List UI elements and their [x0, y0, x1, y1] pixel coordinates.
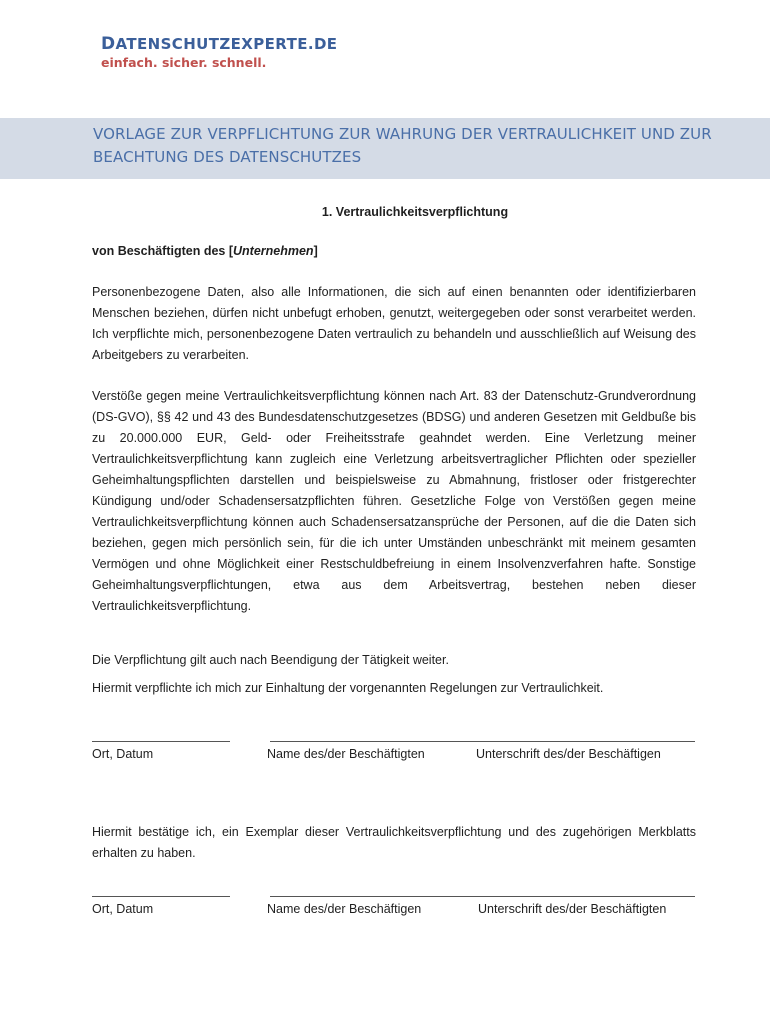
logo-tagline: einfach. sicher. schnell. [101, 55, 267, 70]
place-date-label: Ort, Datum [92, 747, 154, 761]
logo [101, 34, 337, 71]
subheading: von Beschäftigten des [Unternehmen] [92, 244, 318, 258]
paragraph-violations: Verstöße gegen meine Vertraulichkeitsverpflichtung können nach Art. 83 der Datenschutz-Grundverordnung (DS-GVO), §§ 42 und 43 des Bundesdatenschutzgesetzes (BDSG) und anderen Gesetzen mit Geldbuße bis zu 20.000.000 EUR, Geld- oder Freiheitsstrafe geahndet werden. Eine Verletzung meiner Vertraulichkeitsverpflichtung kann zugleich eine Verletzung arbeitsvertraglicher Pflichten oder spezieller Geheimhaltungspflichten darstellen und beispielsweise zu Abmahnung, fristloser oder fristgerechter Kündigung und/oder Schadensersatzpflichten führen. Gesetzliche Folge von Verstößen gegen meine Vertraulichkeitsverpflichtung können auch Schadensersatzansprüche der Personen, auf die die Daten sich beziehen, gegen mich persönlich sein, für die ich unter Umständen unbeschränkt mit meinem gesamten Vermögen und ohne Möglichkeit einer Restschuldbefreiung in einem Insolvenzverfahren hafte. Sonstige Geheimhaltungsverpflichtungen, etwa aus dem Arbeitsvertrag, bestehen neben dieser Vertraulichkeitsverpflichtung. [92, 389, 696, 613]
place-date-label: Ort, Datum [92, 902, 154, 916]
paragraph-commitment: Hiermit verpflichte ich mich zur Einhaltung der vorgenannten Regelungen zur Vertraulichkeit. [92, 681, 604, 695]
employee-signature-label: Unterschrift des/der Beschäftigten [478, 902, 667, 916]
company-placeholder: Unternehmen [233, 244, 314, 258]
employee-name-label: Name des/der Beschäftigen [267, 902, 422, 916]
paragraph-continuation: Die Verpflichtung gilt auch nach Beendigung der Tätigkeit weiter. [92, 653, 449, 667]
paragraph-personal-data: Personenbezogene Daten, also alle Informationen, die sich auf einen benannten oder identifizierbaren Menschen beziehen, dürfen nicht unbefugt erhoben, genutzt, weitergegeben oder sonst verarbeitet werden. Ich verpflichte mich, personenbezogene Daten vertraulich zu behandeln und ausschließlich auf Weisung des Arbeitgebers zu verarbeiten. [92, 285, 696, 362]
name-signature-line [270, 741, 695, 742]
place-date-line [92, 741, 230, 742]
section-heading: 1. Vertraulichkeitsverpflichtung [321, 205, 509, 219]
name-signature-line [270, 896, 695, 897]
paragraph-receipt: Hiermit bestätige ich, ein Exemplar dieser Vertraulichkeitsverpflichtung und des zugehörigen Merkblatts erhalten zu haben. [92, 825, 696, 860]
document-title: VORLAGE ZUR VERPFLICHTUNG ZUR WAHRUNG DER VERTRAULICHKEIT UND ZUR BEACHTUNG DES DATENSCHUTZES [93, 125, 712, 166]
place-date-line [92, 896, 230, 897]
logo-title: DATENSCHUTZEXPERTE.DE [101, 34, 338, 54]
employee-signature-label: Unterschrift des/der Beschäftigen [476, 747, 661, 761]
employee-name-label: Name des/der Beschäftigten [267, 747, 425, 761]
